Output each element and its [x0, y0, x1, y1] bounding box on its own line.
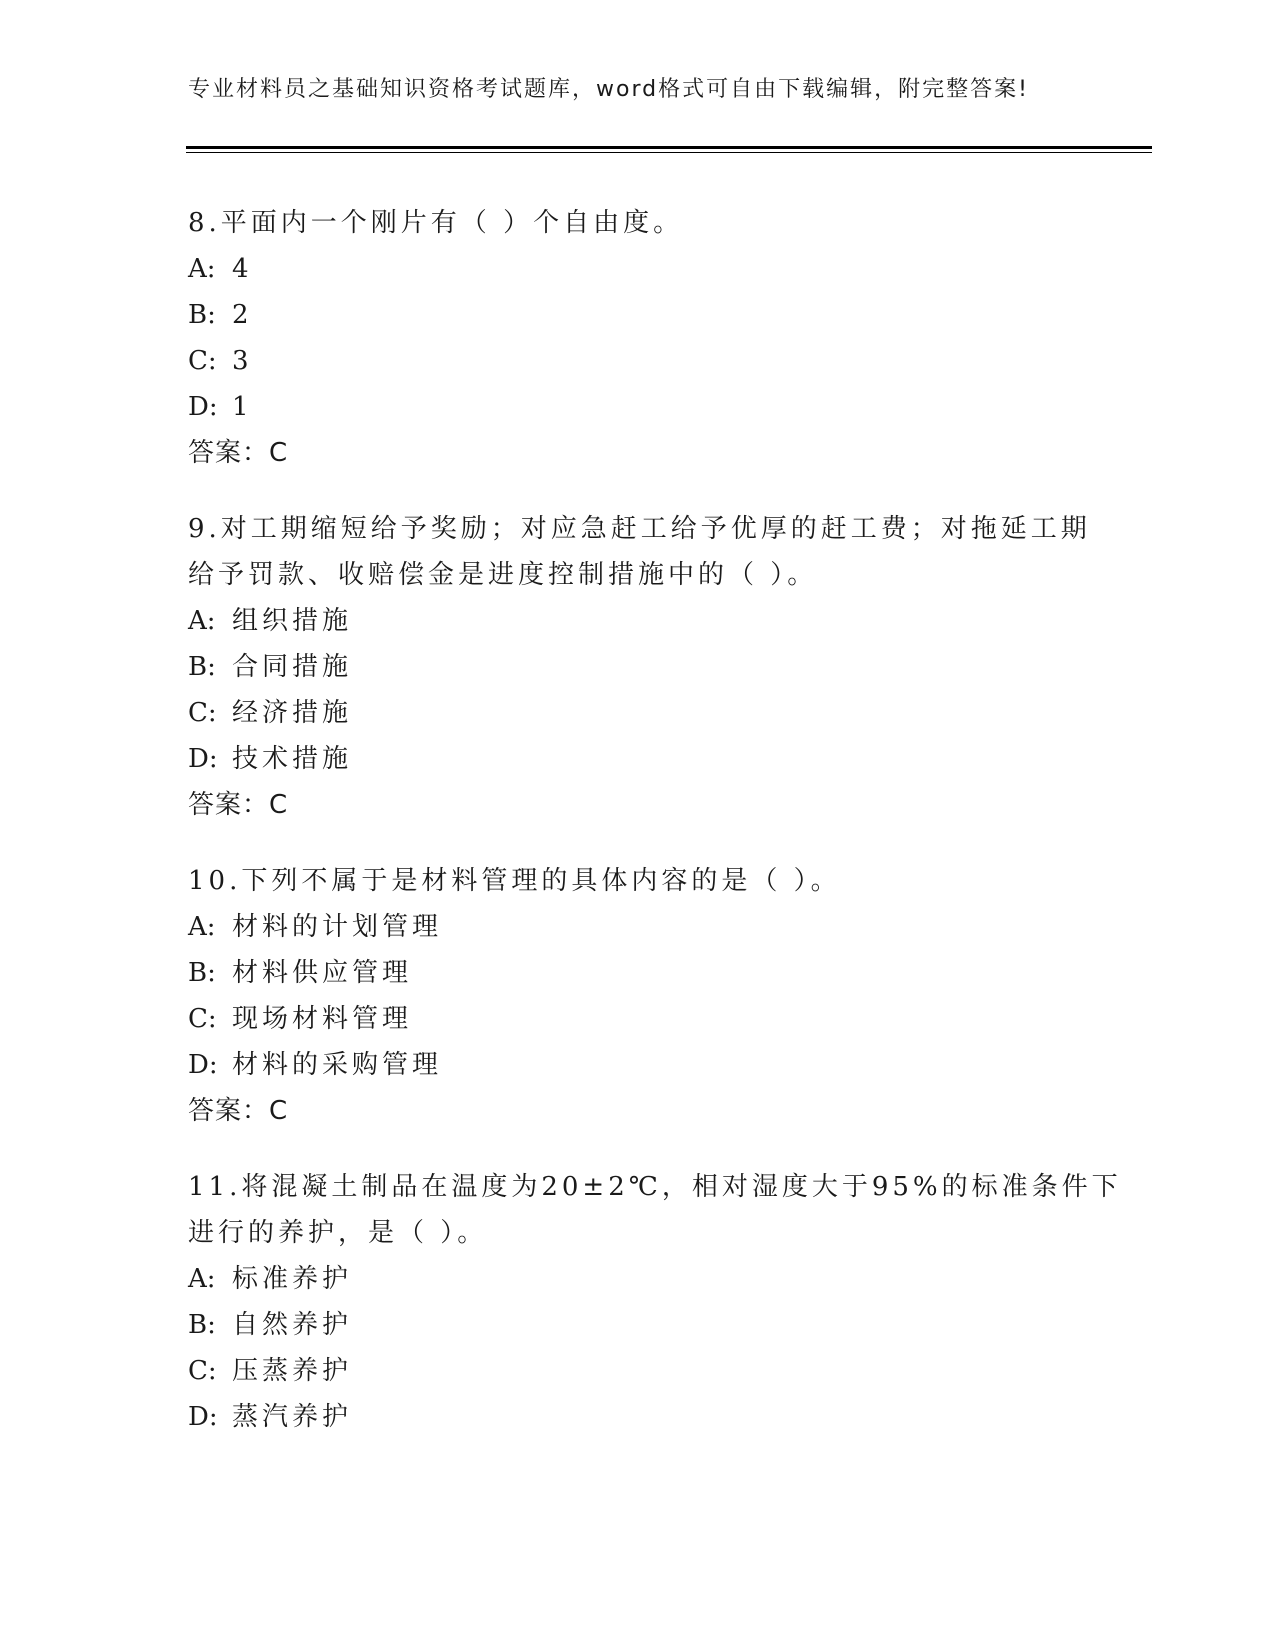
option-letter: C: [188, 346, 217, 376]
option-letter: D: [188, 392, 218, 422]
option-c [188, 1348, 1088, 1394]
option-letter: A: [188, 254, 216, 284]
question-9 [188, 506, 1091, 828]
header-rule-thin [186, 152, 1152, 153]
option-letter: B: [188, 1310, 216, 1340]
option-letter: D: [188, 744, 218, 774]
question-stem-line-1: 11.将混凝土制品在温度为20±2℃，相对湿度大于95%的标准条件下 [188, 1172, 1122, 1202]
question-11 [188, 1164, 1122, 1440]
option-d [188, 1394, 1088, 1440]
option-letter: B: [188, 652, 216, 682]
option-text: 3 [232, 346, 253, 376]
option-text: 2 [232, 300, 253, 330]
page-header: 专业材料员之基础知识资格考试题库，word格式可自由下载编辑，附完整答案! [188, 77, 1029, 102]
option-letter: C: [188, 1004, 217, 1034]
question-10 [188, 858, 1088, 1134]
option-text: 合同措施 [232, 652, 353, 682]
option-d [188, 1042, 1088, 1088]
option-text: 1 [232, 392, 253, 422]
option-c [188, 690, 1088, 736]
option-text: 现场材料管理 [232, 1004, 413, 1034]
option-a [188, 246, 1088, 292]
question-stem-line-1: 9.对工期缩短给予奖励；对应急赶工给予优厚的赶工费；对拖延工期 [188, 514, 1091, 544]
option-letter: B: [188, 300, 216, 330]
question-stem-line-2: 给予罚款、收赔偿金是进度控制措施中的（ ）。 [188, 560, 818, 590]
answer-line: 答案：C [188, 438, 289, 468]
question-stem-line-2: 进行的养护，是（ ）。 [188, 1218, 488, 1248]
option-b [188, 292, 1088, 338]
question-stem: 10.下列不属于是材料管理的具体内容的是（ ）。 [188, 866, 841, 896]
option-d [188, 384, 1088, 430]
option-d [188, 736, 1088, 782]
option-a [188, 598, 1088, 644]
question-stem: 8.平面内一个刚片有（ ）个自由度。 [188, 208, 684, 238]
option-letter: A: [188, 1264, 216, 1294]
header-rule-thick [186, 146, 1152, 149]
option-b [188, 1302, 1088, 1348]
option-text: 技术措施 [232, 744, 353, 774]
answer-line: 答案：C [188, 1096, 289, 1126]
option-text: 标准养护 [232, 1264, 353, 1294]
option-b [188, 644, 1088, 690]
option-text: 材料供应管理 [232, 958, 413, 988]
answer-line: 答案：C [188, 790, 289, 820]
option-a [188, 904, 1088, 950]
option-letter: D: [188, 1050, 218, 1080]
option-letter: C: [188, 698, 217, 728]
option-text: 蒸汽养护 [232, 1402, 353, 1432]
question-8 [188, 200, 1088, 476]
option-text: 组织措施 [232, 606, 353, 636]
option-letter: B: [188, 958, 216, 988]
option-a [188, 1256, 1088, 1302]
option-text: 自然养护 [232, 1310, 353, 1340]
option-c [188, 996, 1088, 1042]
option-text: 经济措施 [232, 698, 353, 728]
option-letter: C: [188, 1356, 217, 1386]
option-text: 材料的采购管理 [232, 1050, 443, 1080]
option-letter: A: [188, 606, 216, 636]
question-list [188, 200, 1122, 1470]
option-text: 压蒸养护 [232, 1356, 353, 1386]
option-text: 材料的计划管理 [232, 912, 443, 942]
option-letter: A: [188, 912, 216, 942]
option-b [188, 950, 1088, 996]
option-letter: D: [188, 1402, 218, 1432]
option-c [188, 338, 1088, 384]
option-text: 4 [232, 254, 253, 284]
